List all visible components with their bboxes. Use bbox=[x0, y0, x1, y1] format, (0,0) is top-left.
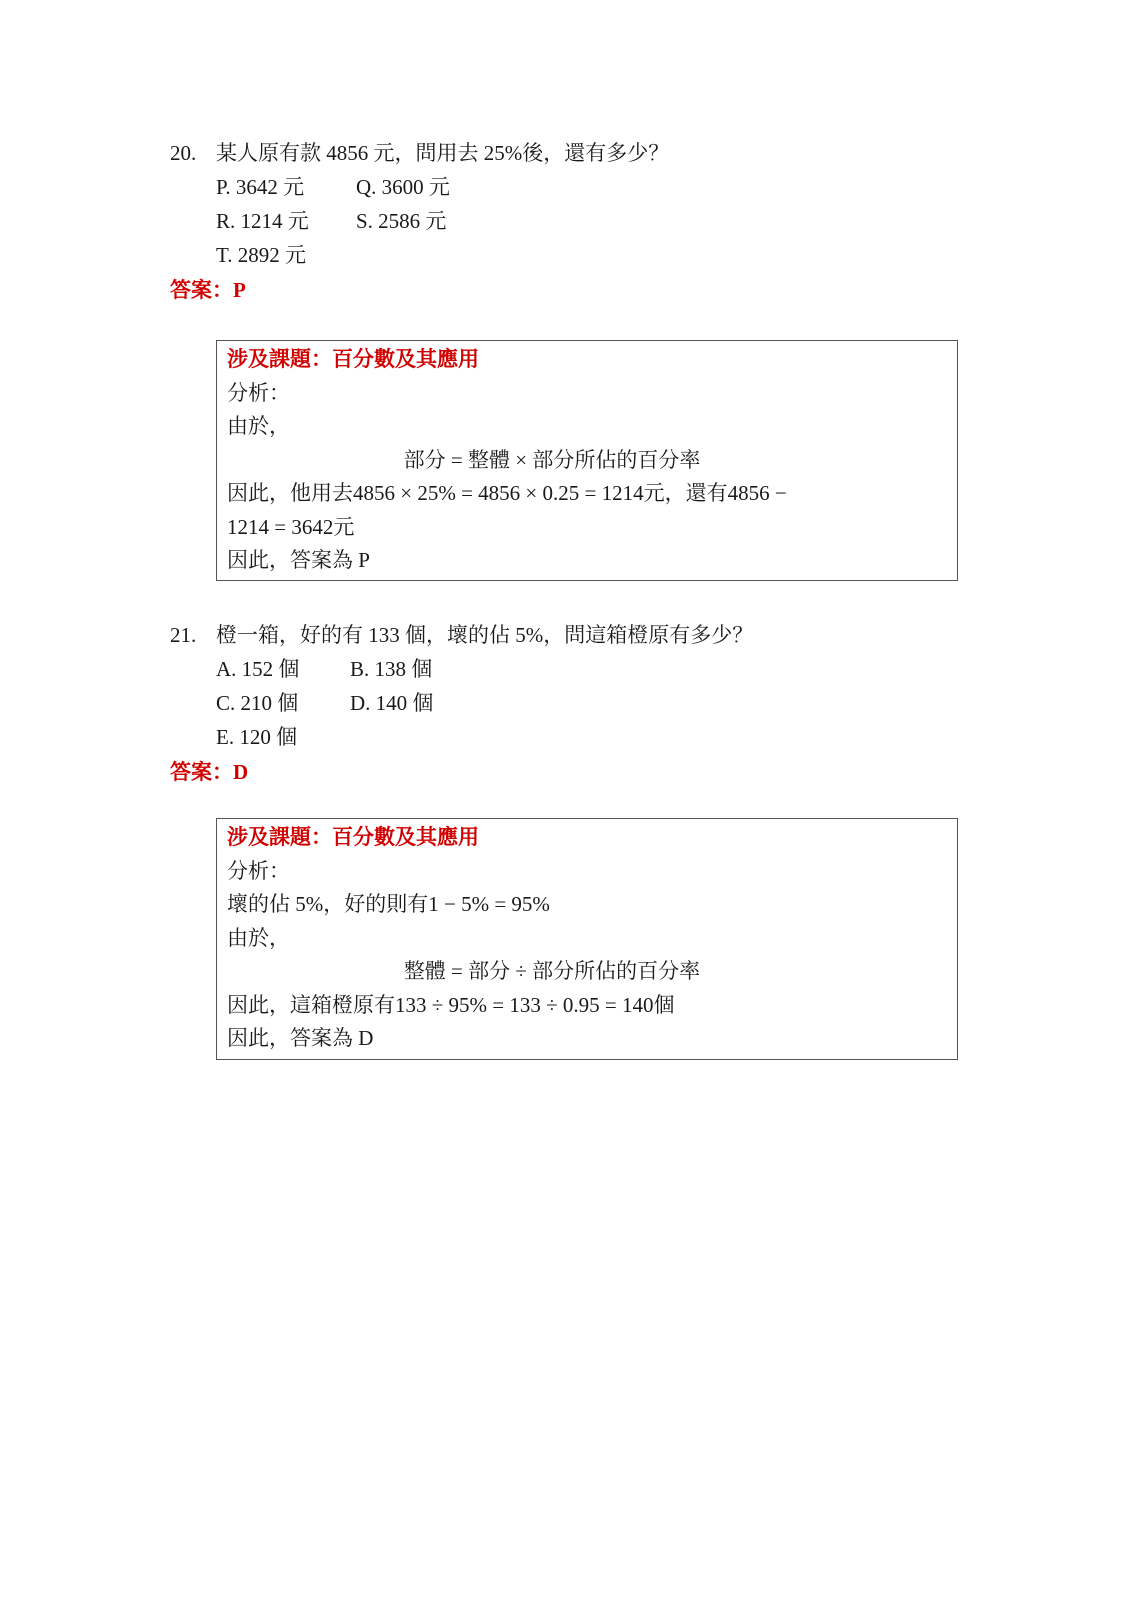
option-s: S. 2586 元 bbox=[356, 209, 447, 233]
option-e: E. 120 個 bbox=[216, 725, 298, 749]
question-number: 20. bbox=[170, 141, 197, 165]
option-d: D. 140 個 bbox=[350, 691, 434, 715]
question-text: 橙一箱，好的有 133 個，壞的佔 5%，問這箱橙原有多少？ bbox=[216, 623, 754, 647]
question-stem bbox=[170, 136, 970, 170]
option-r: R. 1214 元 bbox=[216, 209, 309, 233]
options-list bbox=[216, 170, 970, 272]
question-text: 某人原有款 4856 元，問用去 25%後，還有多少？ bbox=[216, 141, 670, 165]
answer-label: 答案：D bbox=[170, 760, 249, 784]
analysis-line: 分析： bbox=[227, 380, 290, 405]
topic-heading: 涉及課題：百分數及其應用 bbox=[227, 347, 479, 371]
option-row bbox=[216, 238, 970, 272]
option-p: P. 3642 元 bbox=[216, 175, 305, 199]
analysis-conclusion: 因此，答案為 D bbox=[227, 1026, 374, 1050]
analysis-line: 由於， bbox=[227, 925, 290, 950]
option-row bbox=[216, 686, 970, 720]
options-list bbox=[216, 652, 970, 754]
analysis-box-20 bbox=[216, 340, 958, 581]
option-row bbox=[216, 204, 970, 238]
option-b: B. 138 個 bbox=[350, 657, 433, 681]
topic-heading: 涉及課題：百分數及其應用 bbox=[227, 825, 479, 849]
formula-line: 部分 = 整體 × 部分所佔的百分率 bbox=[403, 447, 701, 472]
question-stem bbox=[170, 618, 970, 652]
question-number: 21. bbox=[170, 623, 197, 647]
analysis-line: 1214 = 3642元 bbox=[227, 514, 355, 539]
option-row bbox=[216, 720, 970, 754]
option-c: C. 210 個 bbox=[216, 691, 299, 715]
answer-label: 答案：P bbox=[170, 278, 246, 302]
analysis-line: 由於， bbox=[227, 414, 290, 438]
option-row bbox=[216, 652, 970, 686]
analysis-line: 因此，這箱橙原有133 ÷ 95% = 133 ÷ 0.95 = 140個 bbox=[227, 992, 675, 1017]
analysis-conclusion: 因此，答案為 P bbox=[227, 548, 370, 572]
analysis-line: 壞的佔 5%，好的則有1 − 5% = 95% bbox=[227, 892, 550, 916]
analysis-box-21 bbox=[216, 818, 958, 1060]
formula-line: 整體 = 部分 ÷ 部分所佔的百分率 bbox=[403, 959, 701, 983]
option-a: A. 152 個 bbox=[216, 657, 300, 681]
question-20 bbox=[170, 136, 970, 307]
analysis-line: 因此，他用去4856 × 25% = 4856 × 0.25 = 1214元，還有4856 − bbox=[227, 481, 787, 505]
question-21 bbox=[170, 618, 970, 789]
option-t: T. 2892 元 bbox=[216, 243, 307, 267]
option-row bbox=[216, 170, 970, 204]
option-q: Q. 3600 元 bbox=[356, 175, 450, 199]
analysis-line: 分析： bbox=[227, 858, 290, 883]
